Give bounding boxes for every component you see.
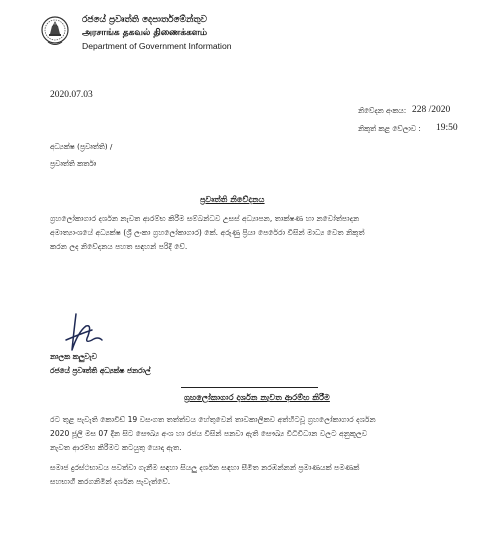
paragraph-3-line-2: සහභාගී කරගනිමින් දර්ශන පැවැත්වේ. xyxy=(50,477,171,486)
national-emblem-icon xyxy=(40,14,70,48)
signatory-name: නාලක කලුවැව xyxy=(50,352,97,361)
paragraph-3 xyxy=(50,461,359,489)
paragraph-1-line-3: කරන ලද නිවේදනය පහත සඳහන් පරිදි වේ. xyxy=(50,242,188,251)
paragraph-1-line-1: ග්‍රහලෝකාගාර දර්ශන නැවත ආරම්භ කිරීම සම්බන්ධව උසස් අධ්‍යාපන, තාක්ෂණ හා නවෝත්පාදන xyxy=(50,214,360,223)
paragraph-2-line-3: නැවත ආරම්භ කිරීමට කටයුතු යොදා ඇත. xyxy=(50,443,182,452)
paragraph-2 xyxy=(50,413,376,455)
section-title: ග්‍රහලෝකාගාර දර්ශන නැවත ආරම්භ කිරීම xyxy=(184,392,330,402)
notice-title: ප්‍රවෘත්ති නිවේදනය xyxy=(200,194,265,204)
paragraph-1 xyxy=(50,212,365,254)
recipient-line-1: අධ්‍යක්ෂ (ප්‍රවෘත්ති) / xyxy=(50,142,113,151)
section-divider xyxy=(181,387,318,388)
signatory-title: රජයේ ප්‍රවෘත්ති අධ්‍යක්ෂ ජනරාල් xyxy=(50,366,151,375)
release-date: 2020.07.03 xyxy=(50,90,93,100)
release-time-value: 19:50 xyxy=(436,123,458,133)
release-number-value: 228 /2020 xyxy=(412,105,451,115)
signature xyxy=(62,310,114,356)
recipient-line-2: ප්‍රවෘත්ති කර්තෘ xyxy=(50,159,96,168)
release-time-label: නිකුත් කළ වේලාව : xyxy=(358,124,421,133)
paragraph-1-line-2: අමාත්‍යාංශයේ අධ්‍යක්ෂ (ශ්‍රී ලංකා ග්‍රහලෝකාගාර) කේ. අරුණු ප්‍රියා පෙරේරා විසින් මාධ්‍ය වෙත නිකුත් xyxy=(50,228,365,237)
paragraph-3-line-1: සමාජ දුරස්ථභාවය පවත්වා ගැනීම සඳහා සියලු දර්ශන සඳහා සීමිත නරඹන්නන් ප්‍රමාණයක් පමණක් xyxy=(50,463,360,472)
dept-name-english: Department of Government Information xyxy=(82,41,232,51)
release-number-label: නිවේදන අංකය: xyxy=(358,106,407,115)
dept-name-sinhala: රජයේ ප්‍රවෘත්ති දෙපාර්තමේන්තුව xyxy=(82,15,207,25)
paragraph-2-line-1: රට තුළ පැවැති කොවිඩ් 19 වසංගත තත්ත්වය හේතුවෙන් තාවකාලිකව අත්හිටවූ ග්‍රහලෝකාගාර දර්ශන xyxy=(50,415,376,424)
paragraph-2-line-2: 2020 ජූලි මස 07 දින සිට සෞඛ්‍ය අංශ හා රජය විසින් පනවා ඇති සෞඛ්‍ය විධිවිධාන වලට අනුකූලව xyxy=(50,429,368,438)
dept-name-tamil: அரசாங்க தகவல் திணைக்களம் xyxy=(82,28,208,38)
